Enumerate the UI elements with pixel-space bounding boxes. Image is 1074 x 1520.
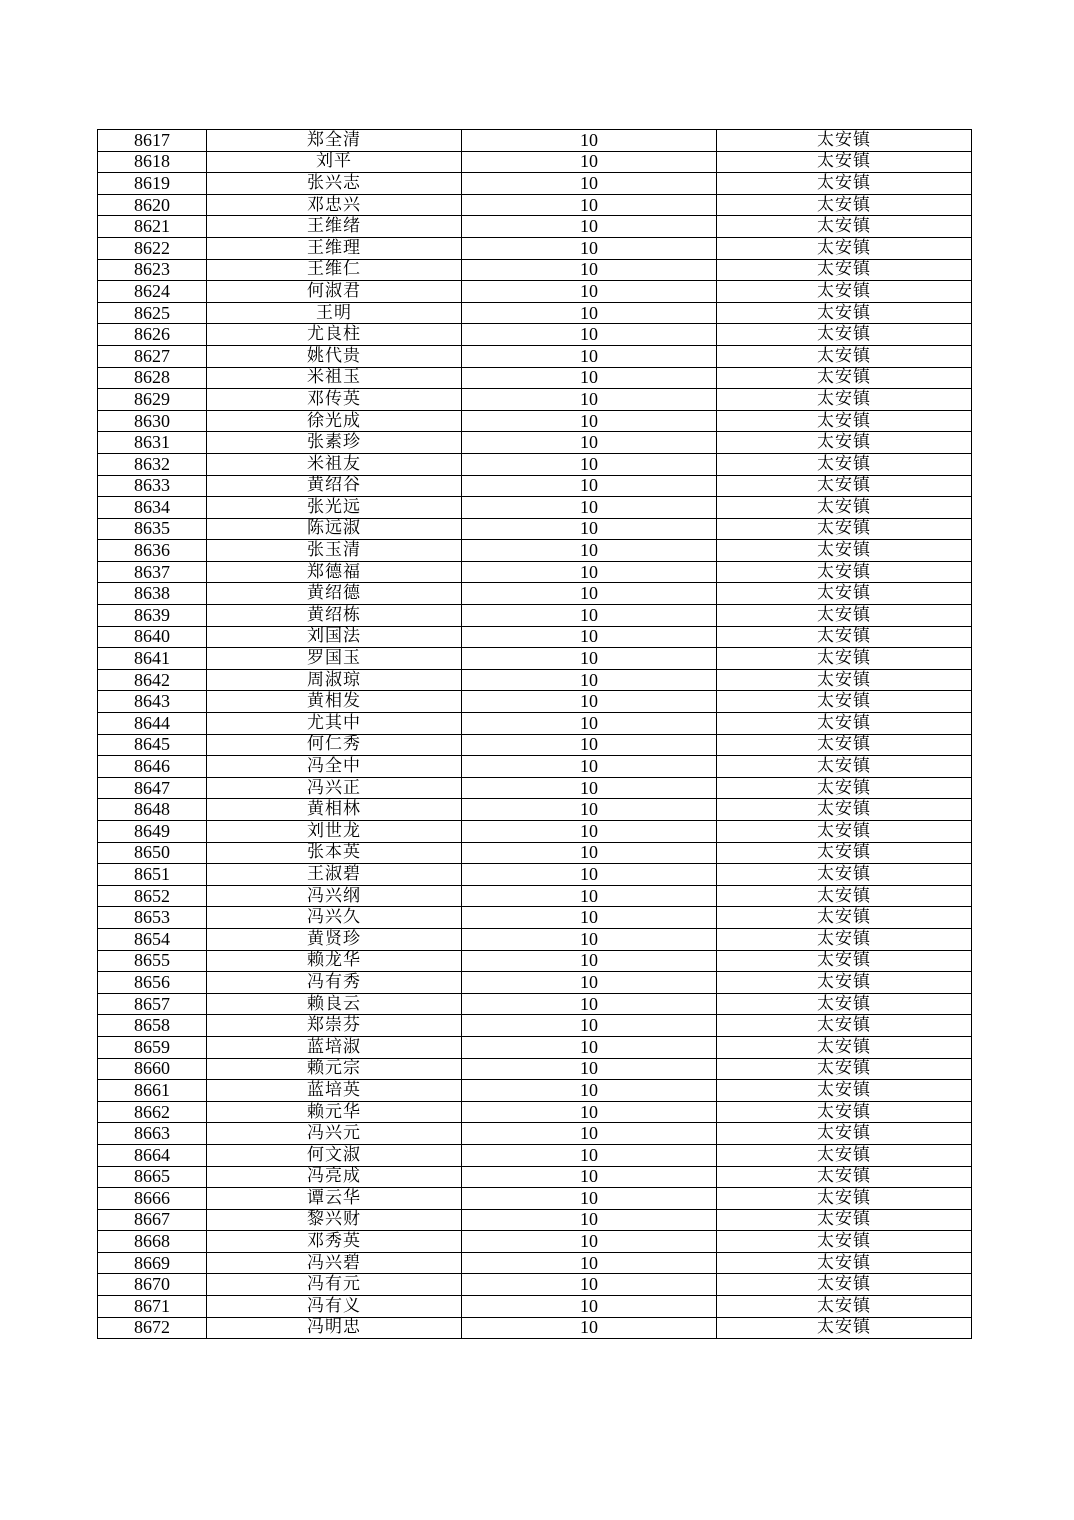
cell-amount: 10 xyxy=(462,1036,717,1058)
table-row xyxy=(98,950,972,972)
cell-person-name: 罗国玉 xyxy=(207,648,462,670)
cell-person-name: 王维仁 xyxy=(207,259,462,281)
cell-serial-number: 8668 xyxy=(98,1231,207,1253)
cell-serial-number: 8667 xyxy=(98,1209,207,1231)
cell-person-name: 张玉清 xyxy=(207,540,462,562)
table-row xyxy=(98,497,972,519)
cell-amount: 10 xyxy=(462,518,717,540)
cell-person-name: 刘世龙 xyxy=(207,821,462,843)
cell-person-name: 姚代贵 xyxy=(207,345,462,367)
cell-amount: 10 xyxy=(462,540,717,562)
cell-serial-number: 8649 xyxy=(98,821,207,843)
cell-serial-number: 8669 xyxy=(98,1252,207,1274)
cell-amount: 10 xyxy=(462,864,717,886)
table-row xyxy=(98,324,972,346)
cell-town: 太安镇 xyxy=(717,1166,972,1188)
cell-town: 太安镇 xyxy=(717,216,972,238)
table-row xyxy=(98,1036,972,1058)
cell-amount: 10 xyxy=(462,1058,717,1080)
table-row xyxy=(98,1080,972,1102)
cell-town: 太安镇 xyxy=(717,842,972,864)
cell-serial-number: 8660 xyxy=(98,1058,207,1080)
cell-amount: 10 xyxy=(462,1015,717,1037)
cell-person-name: 黄贤珍 xyxy=(207,928,462,950)
table-row xyxy=(98,928,972,950)
table-row xyxy=(98,302,972,324)
cell-serial-number: 8622 xyxy=(98,237,207,259)
cell-serial-number: 8653 xyxy=(98,907,207,929)
cell-person-name: 陈远淑 xyxy=(207,518,462,540)
cell-serial-number: 8621 xyxy=(98,216,207,238)
table-row xyxy=(98,972,972,994)
cell-town: 太安镇 xyxy=(717,669,972,691)
cell-amount: 10 xyxy=(462,259,717,281)
table-row xyxy=(98,691,972,713)
cell-serial-number: 8637 xyxy=(98,561,207,583)
cell-serial-number: 8666 xyxy=(98,1188,207,1210)
cell-person-name: 冯兴元 xyxy=(207,1123,462,1145)
cell-town: 太安镇 xyxy=(717,1123,972,1145)
cell-town: 太安镇 xyxy=(717,1015,972,1037)
cell-town: 太安镇 xyxy=(717,864,972,886)
cell-town: 太安镇 xyxy=(717,302,972,324)
cell-serial-number: 8654 xyxy=(98,928,207,950)
cell-town: 太安镇 xyxy=(717,1274,972,1296)
table-row xyxy=(98,259,972,281)
cell-serial-number: 8639 xyxy=(98,605,207,627)
cell-town: 太安镇 xyxy=(717,1058,972,1080)
cell-town: 太安镇 xyxy=(717,432,972,454)
cell-amount: 10 xyxy=(462,842,717,864)
cell-amount: 10 xyxy=(462,777,717,799)
cell-amount: 10 xyxy=(462,432,717,454)
cell-serial-number: 8657 xyxy=(98,993,207,1015)
cell-serial-number: 8655 xyxy=(98,950,207,972)
cell-amount: 10 xyxy=(462,1166,717,1188)
table-row xyxy=(98,237,972,259)
cell-town: 太安镇 xyxy=(717,1296,972,1318)
cell-amount: 10 xyxy=(462,950,717,972)
cell-serial-number: 8651 xyxy=(98,864,207,886)
cell-town: 太安镇 xyxy=(717,626,972,648)
table-row xyxy=(98,281,972,303)
table-row xyxy=(98,453,972,475)
table-row xyxy=(98,151,972,173)
table-row xyxy=(98,626,972,648)
cell-town: 太安镇 xyxy=(717,648,972,670)
cell-person-name: 邓秀英 xyxy=(207,1231,462,1253)
cell-town: 太安镇 xyxy=(717,1080,972,1102)
cell-serial-number: 8658 xyxy=(98,1015,207,1037)
table-row xyxy=(98,518,972,540)
cell-town: 太安镇 xyxy=(717,151,972,173)
table-row xyxy=(98,410,972,432)
cell-person-name: 张光远 xyxy=(207,497,462,519)
cell-person-name: 冯全中 xyxy=(207,756,462,778)
cell-serial-number: 8626 xyxy=(98,324,207,346)
cell-town: 太安镇 xyxy=(717,194,972,216)
cell-serial-number: 8647 xyxy=(98,777,207,799)
cell-amount: 10 xyxy=(462,389,717,411)
cell-town: 太安镇 xyxy=(717,345,972,367)
cell-town: 太安镇 xyxy=(717,907,972,929)
cell-person-name: 冯有元 xyxy=(207,1274,462,1296)
cell-amount: 10 xyxy=(462,1274,717,1296)
cell-town: 太安镇 xyxy=(717,259,972,281)
cell-person-name: 王淑碧 xyxy=(207,864,462,886)
cell-person-name: 郑全清 xyxy=(207,130,462,152)
cell-town: 太安镇 xyxy=(717,777,972,799)
cell-serial-number: 8635 xyxy=(98,518,207,540)
cell-person-name: 徐光成 xyxy=(207,410,462,432)
cell-person-name: 谭云华 xyxy=(207,1188,462,1210)
cell-amount: 10 xyxy=(462,626,717,648)
table-row xyxy=(98,345,972,367)
cell-amount: 10 xyxy=(462,713,717,735)
cell-town: 太安镇 xyxy=(717,561,972,583)
table-row xyxy=(98,173,972,195)
cell-amount: 10 xyxy=(462,497,717,519)
cell-person-name: 冯有秀 xyxy=(207,972,462,994)
table-row xyxy=(98,993,972,1015)
cell-person-name: 何文淑 xyxy=(207,1144,462,1166)
cell-person-name: 冯兴纲 xyxy=(207,885,462,907)
cell-town: 太安镇 xyxy=(717,583,972,605)
table-row xyxy=(98,540,972,562)
table-row xyxy=(98,1015,972,1037)
cell-serial-number: 8624 xyxy=(98,281,207,303)
table-row xyxy=(98,389,972,411)
cell-amount: 10 xyxy=(462,1317,717,1339)
cell-amount: 10 xyxy=(462,734,717,756)
cell-person-name: 黄绍德 xyxy=(207,583,462,605)
cell-amount: 10 xyxy=(462,756,717,778)
cell-town: 太安镇 xyxy=(717,1188,972,1210)
cell-person-name: 黎兴财 xyxy=(207,1209,462,1231)
cell-serial-number: 8631 xyxy=(98,432,207,454)
cell-person-name: 王明 xyxy=(207,302,462,324)
cell-person-name: 冯亮成 xyxy=(207,1166,462,1188)
cell-person-name: 邓忠兴 xyxy=(207,194,462,216)
cell-town: 太安镇 xyxy=(717,130,972,152)
cell-person-name: 王维理 xyxy=(207,237,462,259)
table-row xyxy=(98,885,972,907)
table-row xyxy=(98,1209,972,1231)
cell-amount: 10 xyxy=(462,216,717,238)
cell-serial-number: 8670 xyxy=(98,1274,207,1296)
cell-town: 太安镇 xyxy=(717,1231,972,1253)
cell-amount: 10 xyxy=(462,345,717,367)
table-row xyxy=(98,1252,972,1274)
cell-person-name: 张素珍 xyxy=(207,432,462,454)
cell-serial-number: 8623 xyxy=(98,259,207,281)
cell-town: 太安镇 xyxy=(717,1036,972,1058)
table-row xyxy=(98,756,972,778)
cell-amount: 10 xyxy=(462,907,717,929)
cell-serial-number: 8656 xyxy=(98,972,207,994)
table-row xyxy=(98,432,972,454)
cell-amount: 10 xyxy=(462,151,717,173)
cell-town: 太安镇 xyxy=(717,605,972,627)
cell-person-name: 刘国法 xyxy=(207,626,462,648)
cell-serial-number: 8620 xyxy=(98,194,207,216)
cell-amount: 10 xyxy=(462,1123,717,1145)
table-row xyxy=(98,821,972,843)
table-row xyxy=(98,1274,972,1296)
table-row xyxy=(98,864,972,886)
cell-person-name: 尤良柱 xyxy=(207,324,462,346)
cell-town: 太安镇 xyxy=(717,691,972,713)
cell-serial-number: 8632 xyxy=(98,453,207,475)
cell-amount: 10 xyxy=(462,1188,717,1210)
table-row xyxy=(98,669,972,691)
records-table xyxy=(97,129,972,1339)
cell-town: 太安镇 xyxy=(717,821,972,843)
cell-town: 太安镇 xyxy=(717,389,972,411)
cell-serial-number: 8636 xyxy=(98,540,207,562)
cell-serial-number: 8638 xyxy=(98,583,207,605)
cell-amount: 10 xyxy=(462,173,717,195)
cell-person-name: 赖良云 xyxy=(207,993,462,1015)
cell-person-name: 冯明忠 xyxy=(207,1317,462,1339)
cell-serial-number: 8645 xyxy=(98,734,207,756)
cell-person-name: 冯兴碧 xyxy=(207,1252,462,1274)
cell-amount: 10 xyxy=(462,302,717,324)
cell-amount: 10 xyxy=(462,1209,717,1231)
cell-person-name: 赖元宗 xyxy=(207,1058,462,1080)
cell-amount: 10 xyxy=(462,410,717,432)
cell-serial-number: 8634 xyxy=(98,497,207,519)
cell-town: 太安镇 xyxy=(717,410,972,432)
table-row xyxy=(98,130,972,152)
cell-person-name: 蓝培英 xyxy=(207,1080,462,1102)
cell-serial-number: 8665 xyxy=(98,1166,207,1188)
cell-person-name: 米祖玉 xyxy=(207,367,462,389)
table-row xyxy=(98,216,972,238)
cell-person-name: 赖龙华 xyxy=(207,950,462,972)
table-row xyxy=(98,1123,972,1145)
cell-amount: 10 xyxy=(462,237,717,259)
cell-amount: 10 xyxy=(462,1296,717,1318)
table-row xyxy=(98,367,972,389)
cell-amount: 10 xyxy=(462,885,717,907)
cell-person-name: 冯有义 xyxy=(207,1296,462,1318)
cell-amount: 10 xyxy=(462,691,717,713)
cell-amount: 10 xyxy=(462,1101,717,1123)
table-row xyxy=(98,713,972,735)
table-row xyxy=(98,605,972,627)
cell-serial-number: 8663 xyxy=(98,1123,207,1145)
cell-amount: 10 xyxy=(462,475,717,497)
cell-serial-number: 8672 xyxy=(98,1317,207,1339)
cell-amount: 10 xyxy=(462,669,717,691)
table-row xyxy=(98,648,972,670)
cell-amount: 10 xyxy=(462,1231,717,1253)
cell-person-name: 米祖友 xyxy=(207,453,462,475)
cell-town: 太安镇 xyxy=(717,237,972,259)
cell-serial-number: 8648 xyxy=(98,799,207,821)
cell-town: 太安镇 xyxy=(717,1144,972,1166)
cell-town: 太安镇 xyxy=(717,540,972,562)
table-row xyxy=(98,1188,972,1210)
table-row xyxy=(98,1317,972,1339)
cell-town: 太安镇 xyxy=(717,1101,972,1123)
cell-person-name: 黄相林 xyxy=(207,799,462,821)
cell-person-name: 冯兴久 xyxy=(207,907,462,929)
cell-person-name: 黄相发 xyxy=(207,691,462,713)
cell-town: 太安镇 xyxy=(717,950,972,972)
cell-person-name: 周淑琼 xyxy=(207,669,462,691)
table-row xyxy=(98,907,972,929)
cell-person-name: 张兴志 xyxy=(207,173,462,195)
cell-amount: 10 xyxy=(462,367,717,389)
cell-amount: 10 xyxy=(462,561,717,583)
cell-town: 太安镇 xyxy=(717,1317,972,1339)
cell-serial-number: 8640 xyxy=(98,626,207,648)
cell-serial-number: 8619 xyxy=(98,173,207,195)
cell-person-name: 郑德福 xyxy=(207,561,462,583)
cell-person-name: 何仁秀 xyxy=(207,734,462,756)
table-row xyxy=(98,777,972,799)
cell-person-name: 蓝培淑 xyxy=(207,1036,462,1058)
table-row xyxy=(98,1296,972,1318)
cell-person-name: 张本英 xyxy=(207,842,462,864)
cell-amount: 10 xyxy=(462,821,717,843)
cell-town: 太安镇 xyxy=(717,453,972,475)
cell-amount: 10 xyxy=(462,281,717,303)
table-row xyxy=(98,583,972,605)
cell-town: 太安镇 xyxy=(717,756,972,778)
cell-serial-number: 8643 xyxy=(98,691,207,713)
cell-amount: 10 xyxy=(462,605,717,627)
cell-amount: 10 xyxy=(462,1252,717,1274)
cell-serial-number: 8629 xyxy=(98,389,207,411)
cell-person-name: 冯兴正 xyxy=(207,777,462,799)
cell-town: 太安镇 xyxy=(717,734,972,756)
cell-amount: 10 xyxy=(462,194,717,216)
cell-amount: 10 xyxy=(462,972,717,994)
cell-town: 太安镇 xyxy=(717,993,972,1015)
cell-serial-number: 8617 xyxy=(98,130,207,152)
table-row xyxy=(98,1101,972,1123)
cell-serial-number: 8659 xyxy=(98,1036,207,1058)
cell-person-name: 郑崇芬 xyxy=(207,1015,462,1037)
cell-serial-number: 8664 xyxy=(98,1144,207,1166)
cell-town: 太安镇 xyxy=(717,928,972,950)
cell-town: 太安镇 xyxy=(717,497,972,519)
table-row xyxy=(98,1231,972,1253)
cell-serial-number: 8633 xyxy=(98,475,207,497)
table-row xyxy=(98,1144,972,1166)
cell-town: 太安镇 xyxy=(717,713,972,735)
cell-person-name: 何淑君 xyxy=(207,281,462,303)
table-row xyxy=(98,1058,972,1080)
cell-amount: 10 xyxy=(462,1080,717,1102)
cell-serial-number: 8627 xyxy=(98,345,207,367)
cell-serial-number: 8644 xyxy=(98,713,207,735)
cell-person-name: 刘平 xyxy=(207,151,462,173)
cell-serial-number: 8625 xyxy=(98,302,207,324)
cell-person-name: 尤其中 xyxy=(207,713,462,735)
records-table-body xyxy=(98,130,972,1339)
cell-person-name: 邓传英 xyxy=(207,389,462,411)
cell-person-name: 赖元华 xyxy=(207,1101,462,1123)
cell-serial-number: 8671 xyxy=(98,1296,207,1318)
cell-town: 太安镇 xyxy=(717,885,972,907)
cell-amount: 10 xyxy=(462,453,717,475)
cell-amount: 10 xyxy=(462,928,717,950)
cell-town: 太安镇 xyxy=(717,324,972,346)
cell-town: 太安镇 xyxy=(717,367,972,389)
cell-serial-number: 8641 xyxy=(98,648,207,670)
cell-serial-number: 8661 xyxy=(98,1080,207,1102)
cell-serial-number: 8650 xyxy=(98,842,207,864)
table-row xyxy=(98,1166,972,1188)
cell-amount: 10 xyxy=(462,993,717,1015)
table-row xyxy=(98,194,972,216)
cell-town: 太安镇 xyxy=(717,173,972,195)
cell-serial-number: 8646 xyxy=(98,756,207,778)
table-row xyxy=(98,561,972,583)
cell-amount: 10 xyxy=(462,799,717,821)
cell-amount: 10 xyxy=(462,648,717,670)
cell-serial-number: 8662 xyxy=(98,1101,207,1123)
cell-serial-number: 8652 xyxy=(98,885,207,907)
cell-person-name: 黄绍栋 xyxy=(207,605,462,627)
cell-town: 太安镇 xyxy=(717,281,972,303)
table-row xyxy=(98,799,972,821)
cell-town: 太安镇 xyxy=(717,518,972,540)
table-row xyxy=(98,734,972,756)
cell-town: 太安镇 xyxy=(717,799,972,821)
cell-town: 太安镇 xyxy=(717,972,972,994)
cell-serial-number: 8628 xyxy=(98,367,207,389)
cell-person-name: 王维绪 xyxy=(207,216,462,238)
cell-person-name: 黄绍谷 xyxy=(207,475,462,497)
cell-town: 太安镇 xyxy=(717,1209,972,1231)
cell-town: 太安镇 xyxy=(717,1252,972,1274)
table-row xyxy=(98,475,972,497)
cell-amount: 10 xyxy=(462,1144,717,1166)
cell-serial-number: 8642 xyxy=(98,669,207,691)
cell-serial-number: 8630 xyxy=(98,410,207,432)
cell-amount: 10 xyxy=(462,324,717,346)
cell-amount: 10 xyxy=(462,130,717,152)
cell-amount: 10 xyxy=(462,583,717,605)
table-row xyxy=(98,842,972,864)
cell-town: 太安镇 xyxy=(717,475,972,497)
cell-serial-number: 8618 xyxy=(98,151,207,173)
